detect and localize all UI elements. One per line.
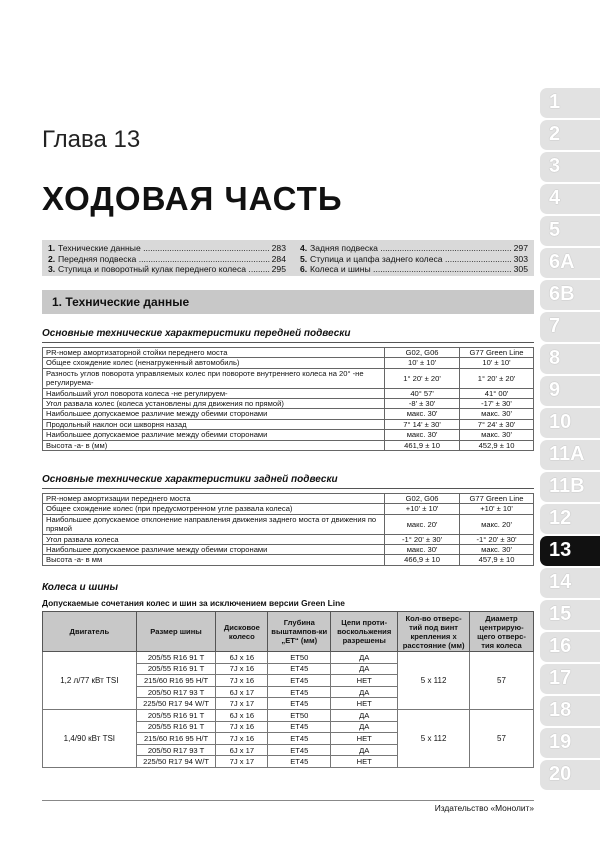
column-header: Цепи проти-воскольжения разрешены [331, 612, 398, 652]
toc-number: 3. [48, 264, 56, 274]
column-header: Размер шины [136, 612, 216, 652]
value-cell: -1° 20' ± 30' [385, 534, 460, 544]
chains-cell: ДА [331, 652, 398, 664]
chapter-tab[interactable]: 17 [540, 664, 600, 694]
chains-cell: НЕТ [331, 675, 398, 687]
value-cell: 41° 00' [460, 388, 534, 398]
value-cell: G02, G06 [385, 348, 460, 358]
tire-cell: 205/50 R17 93 T [136, 686, 216, 698]
center-bore-cell: 57 [470, 652, 534, 710]
toc-title: Колеса и шины ..... [310, 264, 512, 275]
value-cell: 1° 20' ± 20' [460, 368, 534, 388]
et-cell: ET50 [268, 709, 331, 721]
value-cell: -1° 20' ± 30' [460, 534, 534, 544]
engine-cell: 1,4/90 кВт TSI [43, 709, 137, 767]
rim-cell: 7J x 16 [216, 663, 268, 675]
value-cell: макс. 30' [460, 430, 534, 440]
value-cell: 10' ± 10' [460, 358, 534, 368]
table-row [43, 430, 534, 440]
value-cell: 1° 20' ± 20' [385, 368, 460, 388]
toc-item[interactable] [48, 264, 286, 275]
chapter-tab[interactable]: 20 [540, 760, 600, 790]
chapter-tab[interactable]: 16 [540, 632, 600, 662]
value-cell: 40° 57' [385, 388, 460, 398]
tire-cell: 205/50 R17 93 T [136, 744, 216, 756]
rim-cell: 7J x 16 [216, 733, 268, 745]
toc-item[interactable] [300, 264, 528, 275]
rim-cell: 6J x 17 [216, 686, 268, 698]
wheels-heading: Колеса и шины [42, 582, 119, 593]
toc-number: 4. [300, 243, 308, 253]
chapter-tab[interactable]: 19 [540, 728, 600, 758]
table-row [43, 399, 534, 409]
table-row [43, 514, 534, 534]
chapter-tabs [540, 88, 600, 792]
footer-divider [42, 800, 534, 801]
table-header-row [43, 612, 534, 652]
param-cell: Наибольший угол поворота колеса -не регулируем- [43, 388, 385, 398]
param-cell: Высота -а- в (мм) [43, 440, 385, 450]
chains-cell: ДА [331, 709, 398, 721]
rear-suspension-title: Основные технические характеристики задней подвески [42, 474, 338, 485]
tire-cell: 205/55 R16 91 T [136, 663, 216, 675]
et-cell: ET50 [268, 652, 331, 664]
column-header: Глубина выштампов-ки „ЕТ“ (мм) [268, 612, 331, 652]
value-cell: 7° 14' ± 30' [385, 419, 460, 429]
tire-cell: 205/55 R16 91 T [136, 652, 216, 664]
param-cell: Наибольшее допускаемое различие между обеими сторонами [43, 409, 385, 419]
toc-page: 284 [271, 253, 286, 264]
tire-cell: 205/55 R16 91 T [136, 721, 216, 733]
chapter-tab[interactable]: 1 [540, 88, 600, 118]
value-cell: +10' ± 10' [460, 504, 534, 514]
table-of-contents [42, 240, 534, 276]
tire-cell: 225/50 R17 94 W/T [136, 698, 216, 710]
chapter-tab[interactable]: 9 [540, 376, 600, 406]
chapter-tab[interactable]: 14 [540, 568, 600, 598]
column-header: Двигатель [43, 612, 137, 652]
chapter-tab[interactable]: 6A [540, 248, 600, 278]
toc-title: Технические данные ..... [58, 243, 270, 254]
tire-cell: 215/60 R16 95 H/T [136, 733, 216, 745]
bolt-pattern-cell: 5 x 112 [398, 709, 470, 767]
toc-item[interactable] [300, 243, 528, 254]
chapter-tab[interactable]: 7 [540, 312, 600, 342]
page-title: ХОДОВАЯ ЧАСТЬ [42, 180, 343, 217]
et-cell: ET45 [268, 663, 331, 675]
toc-title: Передняя подвеска ..... [58, 254, 270, 265]
wheels-table [42, 611, 534, 768]
table-row [43, 348, 534, 358]
rim-cell: 7J x 17 [216, 756, 268, 768]
value-cell: макс. 30' [460, 545, 534, 555]
front-suspension-title: Основные технические характеристики передней подвески [42, 328, 351, 339]
chains-cell: НЕТ [331, 733, 398, 745]
param-cell: Наибольшее допускаемое различие между обеими сторонами [43, 545, 385, 555]
rear-suspension-table [42, 493, 534, 566]
value-cell: G77 Green Line [460, 494, 534, 504]
value-cell: макс. 20' [460, 514, 534, 534]
value-cell: макс. 20' [385, 514, 460, 534]
toc-number: 2. [48, 253, 56, 264]
chains-cell: ДА [331, 686, 398, 698]
chapter-label: Глава 13 [42, 126, 141, 153]
toc-page: 295 [271, 264, 286, 274]
toc-page: 297 [513, 243, 528, 253]
front-suspension-table [42, 347, 534, 451]
toc-number: 6. [300, 264, 308, 274]
table-row [43, 368, 534, 388]
chapter-tab[interactable]: 11A [540, 440, 600, 470]
column-header: Дисковое колесо [216, 612, 268, 652]
value-cell: +10' ± 10' [385, 504, 460, 514]
chains-cell: ДА [331, 721, 398, 733]
et-cell: ET45 [268, 733, 331, 745]
value-cell: макс. 30' [385, 545, 460, 555]
tire-cell: 215/60 R16 95 H/T [136, 675, 216, 687]
chapter-tab[interactable]: 11B [540, 472, 600, 502]
rim-cell: 7J x 16 [216, 721, 268, 733]
chapter-tab[interactable]: 12 [540, 504, 600, 534]
toc-title: Задняя подвеска ..... [310, 243, 512, 254]
table-row [43, 534, 534, 544]
chapter-tab[interactable]: 4 [540, 184, 600, 214]
value-cell: макс. 30' [460, 409, 534, 419]
et-cell: ET45 [268, 686, 331, 698]
value-cell: -8' ± 30' [385, 399, 460, 409]
toc-item[interactable] [48, 243, 286, 254]
table-row [43, 709, 534, 721]
table-row [43, 388, 534, 398]
value-cell: 466,9 ± 10 [385, 555, 460, 565]
param-cell: PR-номер амортизаторной стойки переднего моста [43, 348, 385, 358]
table-row [43, 652, 534, 664]
et-cell: ET45 [268, 675, 331, 687]
chains-cell: ДА [331, 663, 398, 675]
divider [42, 342, 534, 343]
toc-item[interactable] [48, 254, 286, 265]
table-row [43, 494, 534, 504]
chapter-tab[interactable]: 15 [540, 600, 600, 630]
toc-right-column [300, 243, 528, 275]
value-cell: 452,9 ± 10 [460, 440, 534, 450]
toc-item[interactable] [300, 254, 528, 265]
param-cell: Наибольшее допускаемое отклонение направления движения заднего моста от движения по прямой [43, 514, 385, 534]
toc-page: 303 [513, 253, 528, 264]
rim-cell: 6J x 17 [216, 744, 268, 756]
rim-cell: 6J x 16 [216, 652, 268, 664]
chapter-tab[interactable]: 10 [540, 408, 600, 438]
table-row [43, 504, 534, 514]
rim-cell: 6J x 16 [216, 709, 268, 721]
param-cell: Угол развала колес (колеса установлены для движения по прямой) [43, 399, 385, 409]
param-cell: Продольный наклон оси шкворня назад [43, 419, 385, 429]
value-cell: макс. 30' [385, 430, 460, 440]
toc-page: 283 [271, 243, 286, 253]
toc-number: 5. [300, 253, 308, 264]
wheels-subtitle: Допускаемые сочетания колес и шин за исключением версии Green Line [42, 598, 345, 608]
toc-title: Ступица и цапфа заднего колеса ..... [310, 254, 512, 265]
engine-cell: 1,2 л/77 кВт TSI [43, 652, 137, 710]
table-row [43, 545, 534, 555]
tire-cell: 225/50 R17 94 W/T [136, 756, 216, 768]
value-cell: G77 Green Line [460, 348, 534, 358]
bolt-pattern-cell: 5 x 112 [398, 652, 470, 710]
param-cell: Разность углов поворота управляемых колес при повороте внутреннего колеса на 20° -не регулируема- [43, 368, 385, 388]
et-cell: ET45 [268, 744, 331, 756]
chapter-tab[interactable]: 2 [540, 120, 600, 150]
chapter-tab[interactable]: 6B [540, 280, 600, 310]
column-header: Диаметр центрирую-щего отверс-тия колеса [470, 612, 534, 652]
tire-cell: 205/55 R16 91 T [136, 709, 216, 721]
column-header: Кол-во отверс-тий под винт крепления х расстояние (мм) [398, 612, 470, 652]
chapter-tab[interactable]: 8 [540, 344, 600, 374]
rim-cell: 7J x 17 [216, 698, 268, 710]
toc-page: 305 [513, 264, 528, 274]
param-cell: PR-номер амортизации переднего моста [43, 494, 385, 504]
chapter-tab[interactable]: 18 [540, 696, 600, 726]
et-cell: ET45 [268, 698, 331, 710]
table-row [43, 440, 534, 450]
publisher-footer: Издательство «Монолит» [434, 803, 534, 813]
rim-cell: 7J x 16 [216, 675, 268, 687]
table-row [43, 555, 534, 565]
table-row [43, 419, 534, 429]
et-cell: ET45 [268, 756, 331, 768]
table-row [43, 409, 534, 419]
chapter-tab[interactable]: 3 [540, 152, 600, 182]
chains-cell: НЕТ [331, 756, 398, 768]
toc-left-column [48, 243, 286, 275]
et-cell: ET45 [268, 721, 331, 733]
value-cell: 10' ± 10' [385, 358, 460, 368]
value-cell: 461,9 ± 10 [385, 440, 460, 450]
value-cell: макс. 30' [385, 409, 460, 419]
chapter-tab[interactable]: 5 [540, 216, 600, 246]
value-cell: 457,9 ± 10 [460, 555, 534, 565]
toc-title: Ступица и поворотный кулак переднего колеса ..... [58, 264, 270, 275]
param-cell: Общее схождение колес (ненагруженный автомобиль) [43, 358, 385, 368]
chapter-tab[interactable]: 13 [540, 536, 600, 566]
param-cell: Наибольшее допускаемое различие между обеими сторонами [43, 430, 385, 440]
value-cell: -17' ± 30' [460, 399, 534, 409]
toc-number: 1. [48, 243, 56, 253]
divider [42, 488, 534, 489]
value-cell: 7° 24' ± 30' [460, 419, 534, 429]
param-cell: Угол развала колеса [43, 534, 385, 544]
chains-cell: ДА [331, 744, 398, 756]
center-bore-cell: 57 [470, 709, 534, 767]
value-cell: G02, G06 [385, 494, 460, 504]
chains-cell: НЕТ [331, 698, 398, 710]
table-row [43, 358, 534, 368]
section-heading: 1. Технические данные [42, 290, 534, 314]
param-cell: Высота -а- в мм [43, 555, 385, 565]
param-cell: Общее схождение колес (при предусмотренном угле развала колеса) [43, 504, 385, 514]
